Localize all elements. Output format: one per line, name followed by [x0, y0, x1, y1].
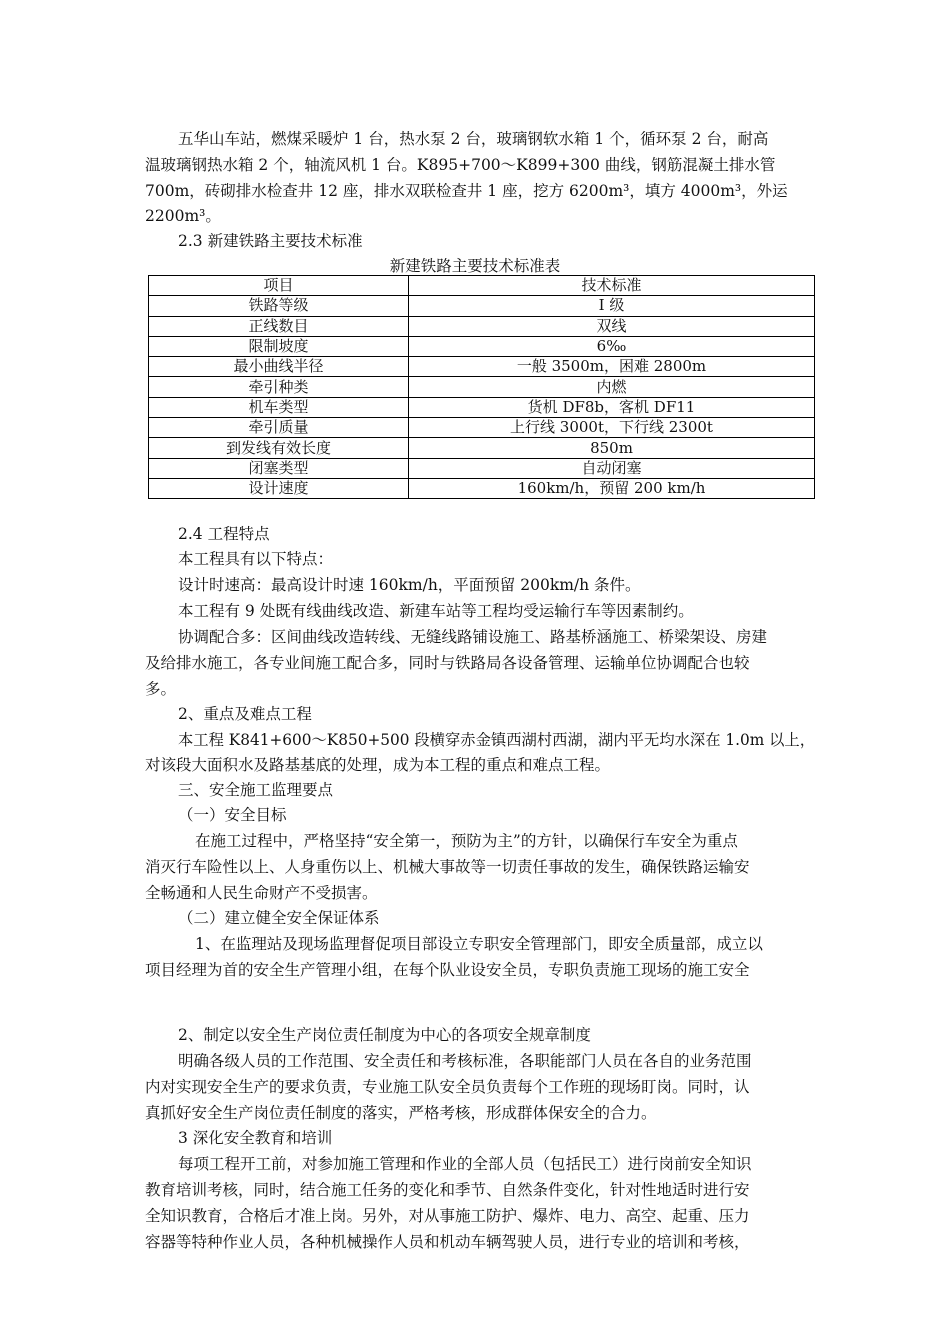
key-points-line-1: 本工程 K841+600～K850+500 段横穿赤金镇西湖村西湖，湖内平无均水深在 1.0m 以上， [178, 731, 816, 749]
table-cell: 正线数目 [149, 316, 409, 336]
section-heading-2-4: 2.4 工程特点 [178, 525, 270, 543]
safety-system-item2-line-3: 真抓好安全生产岗位责任制度的落实，严格考核，形成群体保安全的合力。 [145, 1104, 657, 1122]
safety-system-item1-line-1: 1、在监理站及现场监理督促项目部设立专职安全管理部门，即安全质量部，成立以 [195, 935, 763, 953]
intro-line-2: 温玻璃钢热水箱 2 个，轴流风机 1 台。K895+700～K899+300 曲线，钢筋混凝土排水管 [145, 156, 776, 174]
table-row [149, 377, 815, 397]
features-coord-line-1: 协调配合多：区间曲线改造转线、无缝线路铺设施工、路基桥涵施工、桥梁架设、房建 [178, 628, 768, 646]
safety-system-heading: （二）建立健全安全保证体系 [178, 909, 380, 927]
table-cell: 自动闭塞 [409, 458, 815, 478]
safety-goal-line-2: 消灭行车险性以上、人身重伤以上、机械大事故等一切责任事故的发生，确保铁路运输安 [145, 858, 750, 876]
table-row [149, 478, 815, 498]
table-cell: Ⅰ 级 [409, 296, 815, 316]
table-cell: 闭塞类型 [149, 458, 409, 478]
safety-system-item2-line-2: 内对实现安全生产的要求负责，专业施工队安全员负责每个工作班的现场盯岗。同时，认 [145, 1078, 750, 1096]
table-header-cell: 项目 [149, 276, 409, 296]
table-cell: 上行线 3000t，下行线 2300t [409, 418, 815, 438]
safety-system-item2-heading: 2、制定以安全生产岗位责任制度为中心的各项安全规章制度 [178, 1026, 591, 1044]
table-row [149, 438, 815, 458]
safety-system-item3-line-3: 全知识教育，合格后才准上岗。另外，对从事施工防护、爆炸、电力、高空、起重、压力 [145, 1207, 750, 1225]
intro-line-4: 2200m³。 [145, 207, 221, 225]
table-cell: 设计速度 [149, 478, 409, 498]
table-row [149, 357, 815, 377]
table-row [149, 316, 815, 336]
table-cell: 内燃 [409, 377, 815, 397]
section-heading-2-3: 2.3 新建铁路主要技术标准 [178, 232, 363, 250]
key-points-heading: 2、重点及难点工程 [178, 705, 312, 723]
features-speed: 设计时速高：最高设计时速 160km/h，平面预留 200km/h 条件。 [178, 576, 641, 594]
table-header-row [149, 276, 815, 296]
table-cell: 牵引质量 [149, 418, 409, 438]
table-cell: 牵引种类 [149, 377, 409, 397]
table-row [149, 418, 815, 438]
table-cell: 最小曲线半径 [149, 357, 409, 377]
safety-goal-heading: （一）安全目标 [178, 806, 287, 824]
safety-goal-line-3: 全畅通和人民生命财产不受损害。 [145, 884, 378, 902]
safety-system-item3-line-2: 教育培训考核，同时，结合施工任务的变化和季节、自然条件变化，针对性地适时进行安 [145, 1181, 750, 1199]
table-row [149, 458, 815, 478]
safety-system-item2-line-1: 明确各级人员的工作范围、安全责任和考核标准，各职能部门人员在各自的业务范围 [178, 1052, 752, 1070]
features-constraint: 本工程有 9 处既有线曲线改造、新建车站等工程均受运输行车等因素制约。 [178, 602, 694, 620]
tech-standard-table [148, 275, 815, 499]
table-row [149, 336, 815, 356]
table-caption: 新建铁路主要技术标准表 [389, 257, 561, 275]
features-intro: 本工程具有以下特点： [178, 550, 334, 568]
safety-system-item3-line-1: 每项工程开工前，对参加施工管理和作业的全部人员（包括民工）进行岗前安全知识 [178, 1155, 752, 1173]
safety-system-item1-line-2: 项目经理为首的安全生产管理小组，在每个队业设安全员，专职负责施工现场的施工安全 [145, 961, 750, 979]
table-cell: 850m [409, 438, 815, 458]
intro-line-1: 五华山车站，燃煤采暖炉 1 台，热水泵 2 台，玻璃钢软水箱 1 个，循环泵 2 台，耐高 [178, 130, 769, 148]
table-row [149, 296, 815, 316]
safety-system-item3-line-4: 容器等特种作业人员，各种机械操作人员和机动车辆驾驶人员，进行专业的培训和考核， [145, 1233, 750, 1251]
section-heading-3: 三、安全施工监理要点 [178, 781, 334, 799]
table-cell: 限制坡度 [149, 336, 409, 356]
key-points-line-2: 对该段大面积水及路基基底的处理，成为本工程的重点和难点工程。 [145, 756, 611, 774]
safety-system-item3-heading: 3 深化安全教育和培训 [178, 1129, 333, 1147]
table-cell: 一般 3500m，困难 2800m [409, 357, 815, 377]
table-cell: 机车类型 [149, 397, 409, 417]
table-cell: 6‰ [409, 336, 815, 356]
table-cell: 货机 DF8b，客机 DF11 [409, 397, 815, 417]
table-cell: 160km/h，预留 200 km/h [409, 478, 815, 498]
table-cell: 铁路等级 [149, 296, 409, 316]
table-header-cell: 技术标准 [409, 276, 815, 296]
features-coord-line-2: 及给排水施工，各专业间施工配合多，同时与铁路局各设备管理、运输单位协调配合也较 [145, 654, 750, 672]
table-cell: 到发线有效长度 [149, 438, 409, 458]
intro-line-3: 700m，砖砌排水检查井 12 座，排水双联检查井 1 座，挖方 6200m³，填方 4000m³，外运 [145, 182, 788, 200]
table-row [149, 397, 815, 417]
safety-goal-line-1: 在施工过程中，严格坚持“安全第一，预防为主”的方针，以确保行车安全为重点 [195, 832, 738, 850]
features-coord-line-3: 多。 [145, 680, 177, 698]
table-cell: 双线 [409, 316, 815, 336]
